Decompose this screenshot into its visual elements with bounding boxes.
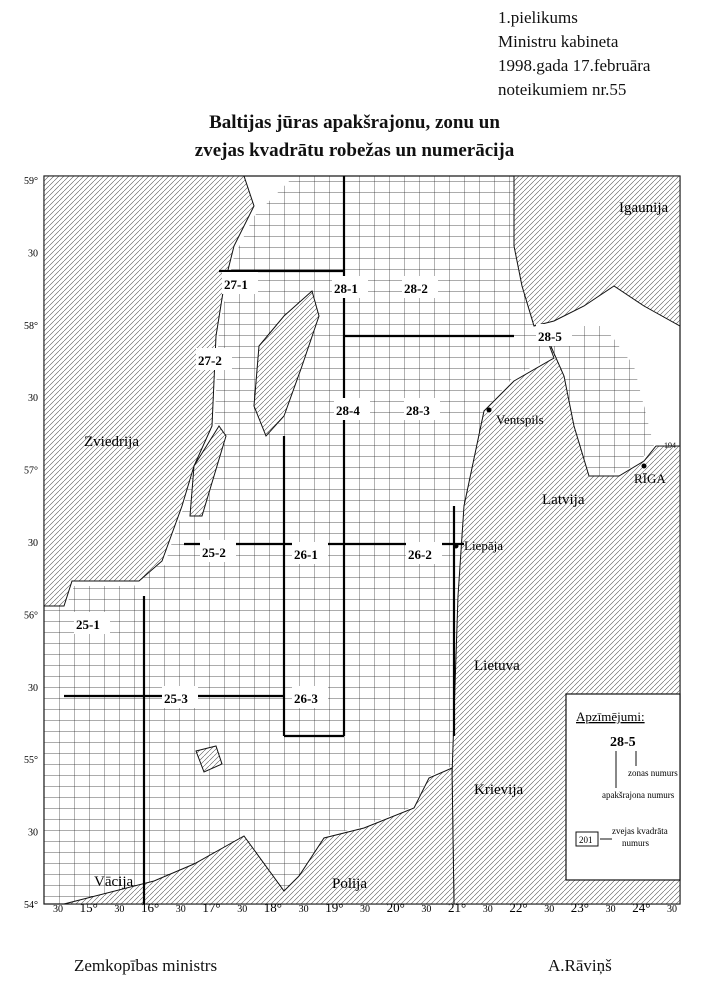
label-latvija: Latvija [542, 492, 585, 508]
longitude-tick-label: 30 [544, 904, 555, 915]
latitude-tick-label: 55° [24, 755, 38, 767]
latitude-tick-label: 54° [24, 900, 38, 911]
longitude-tick-label: 30 [482, 904, 493, 915]
longitude-tick-label: 30 [298, 904, 309, 915]
latitude-tick-label: 30 [28, 827, 38, 839]
longitude-tick-label: 18° [263, 900, 283, 915]
zone-25-1: 25-1 [76, 617, 100, 632]
longitude-tick-label: 23° [570, 900, 590, 915]
longitude-tick-label: 24° [632, 900, 651, 915]
label-ventspils: Ventspils [496, 412, 544, 427]
latitude-tick-label: 58° [24, 320, 38, 332]
longitude-tick-label: 22° [509, 900, 528, 915]
zone-26-2: 26-2 [408, 547, 432, 562]
longitude-tick-label: 30 [53, 904, 63, 915]
longitude-tick-label: 30 [421, 904, 432, 915]
latitude-tick-label: 59° [24, 176, 38, 187]
map-title-line-1: Baltijas jūras apakšrajonu, zonu un [209, 112, 500, 133]
zone-28-5: 28-5 [538, 329, 562, 344]
zone-26-1: 26-1 [294, 547, 318, 562]
legend-square-number: 201 [579, 835, 593, 845]
latitude-tick-label: 57° [24, 465, 38, 477]
label-liepaja: Liepāja [464, 538, 503, 553]
baltic-map [24, 176, 692, 916]
zone-27-2: 27-2 [198, 353, 222, 368]
latitude-tick-label: 30 [28, 248, 38, 260]
appendix-header [498, 6, 650, 102]
legend [566, 694, 680, 880]
zone-28-3: 28-3 [406, 403, 430, 418]
legend-square-label-1: zvejas kvadrāta [612, 826, 668, 836]
zone-28-1: 28-1 [334, 281, 358, 296]
zone-25-2: 25-2 [202, 545, 226, 560]
latitude-tick-label: 56° [24, 610, 38, 622]
longitude-tick-label: 19° [325, 900, 344, 915]
longitude-tick-label: 30 [237, 904, 248, 915]
zone-25-3: 25-3 [164, 691, 188, 706]
label-igaunija: Igaunija [619, 200, 669, 216]
latitude-tick-label: 30 [28, 682, 38, 694]
square-194: 194 [664, 441, 676, 450]
latitude-tick-label: 30 [28, 538, 38, 549]
map-canvas [24, 176, 692, 916]
label-lietuva: Lietuva [474, 658, 520, 674]
latitude-tick-label: 30 [28, 393, 38, 405]
header-line-1: 1.pielikums [498, 8, 578, 27]
label-riga: RĪGA [634, 471, 666, 486]
label-polija: Polija [332, 876, 368, 892]
longitude-tick-label: 21° [447, 900, 467, 915]
zone-28-4: 28-4 [336, 403, 360, 418]
zone-26-3: 26-3 [294, 691, 318, 706]
legend-title: Apzīmējumi: [576, 709, 645, 724]
header-line-4: noteikumiem nr.55 [498, 80, 627, 99]
map-title-line-2: zvejas kvadrātu robežas un numerācija [194, 140, 515, 161]
header-line-3: 1998.gada 17.februāra [498, 56, 651, 75]
longitude-tick-label: 30 [114, 904, 125, 915]
longitude-tick-label: 17° [202, 900, 221, 915]
label-zviedrija: Zviedrija [84, 434, 139, 450]
legend-zone-label: zonas numurs [628, 768, 678, 778]
legend-subdistrict-label: apakšrajona numurs [602, 790, 675, 800]
longitude-tick-label: 30 [360, 904, 370, 915]
liepaja-marker [454, 544, 459, 549]
ventspils-marker [487, 408, 492, 413]
minister-name: A.Rāviņš [548, 956, 612, 975]
header-line-2: Ministru kabineta [498, 32, 619, 51]
zone-28-2: 28-2 [404, 281, 428, 296]
legend-square-label-2: numurs [622, 838, 649, 848]
zone-27-1: 27-1 [224, 277, 248, 292]
longitude-tick-label: 16° [140, 900, 160, 915]
label-vacija: Vācija [94, 874, 134, 890]
longitude-tick-label: 30 [175, 904, 186, 915]
riga-marker [642, 464, 647, 469]
label-krievija: Krievija [474, 782, 524, 798]
longitude-tick-label: 30 [605, 904, 616, 915]
minister-title: Zemkopības ministrs [74, 956, 218, 975]
longitude-tick-label: 20° [386, 900, 405, 915]
longitude-tick-label: 30 [667, 904, 677, 915]
longitude-tick-label: 15° [79, 900, 98, 915]
latitude-labels [24, 176, 38, 911]
legend-zone-code: 28-5 [610, 735, 636, 750]
